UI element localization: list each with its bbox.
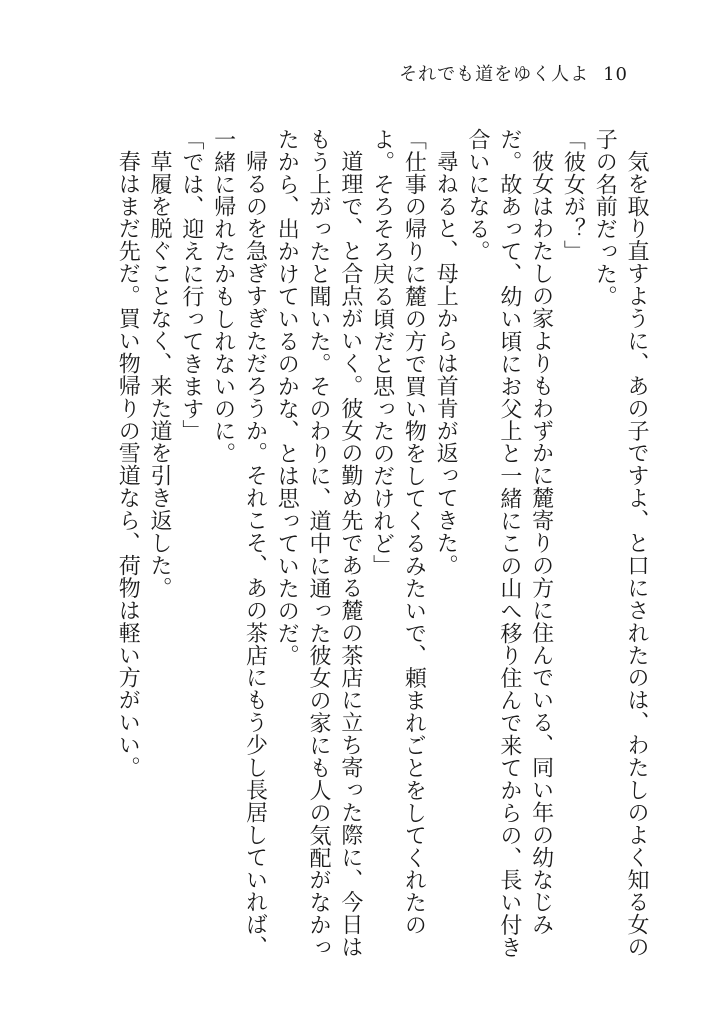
- paragraph: 彼女はわたしの家よりもわずかに麓寄りの方に住んでいる、同い年の幼なじみだ。故あって、幼い頃にお父上と一緒にこの山へ移り住んで来てからの、長い付き合いになる。: [465, 128, 554, 959]
- running-header: [399, 60, 628, 86]
- body-text: [92, 128, 652, 968]
- paragraph: 気を取り直すように、あの子ですよ、と口にされたのは、わたしのよく知る女の子の名前だった。: [592, 128, 649, 959]
- paragraph: 「では、迎えに行ってきます」: [178, 128, 204, 443]
- book-title: それでも道をゆく人よ: [399, 64, 590, 85]
- paragraph: 草履を脱ぐことなく、来た道を引き返した。: [147, 150, 173, 599]
- paragraph: 春はまだ先だ。買い物帰りの雪道なら、荷物は軽い方がいい。: [115, 150, 141, 779]
- paragraph: 道理で、と合点がいく。彼女の勤め先である麓の茶店に立ち寄った際に、今日はもう上がったと聞いた。そのわりに、道中に通った彼女の家にも人の気配がなかったから、出かけているのかな、とは思っていたのだ。: [274, 128, 363, 959]
- paragraph: 帰るのを急ぎすぎただろうか。それこそ、あの茶店にもう少し長居していれば、一緒に帰れたかもしれないのに。: [210, 128, 268, 959]
- page-number: 10: [603, 64, 628, 85]
- paragraph: 「彼女が？」: [560, 128, 586, 263]
- paragraph: 尋ねると、母上からは首肯が返ってきた。: [433, 150, 459, 577]
- paragraph: 「仕事の帰りに麓の方で買い物をしてくるみたいで、頼まれごとをしてくれたのよ。そろそろ戻る頃だと思ったのだけれど」: [369, 128, 427, 937]
